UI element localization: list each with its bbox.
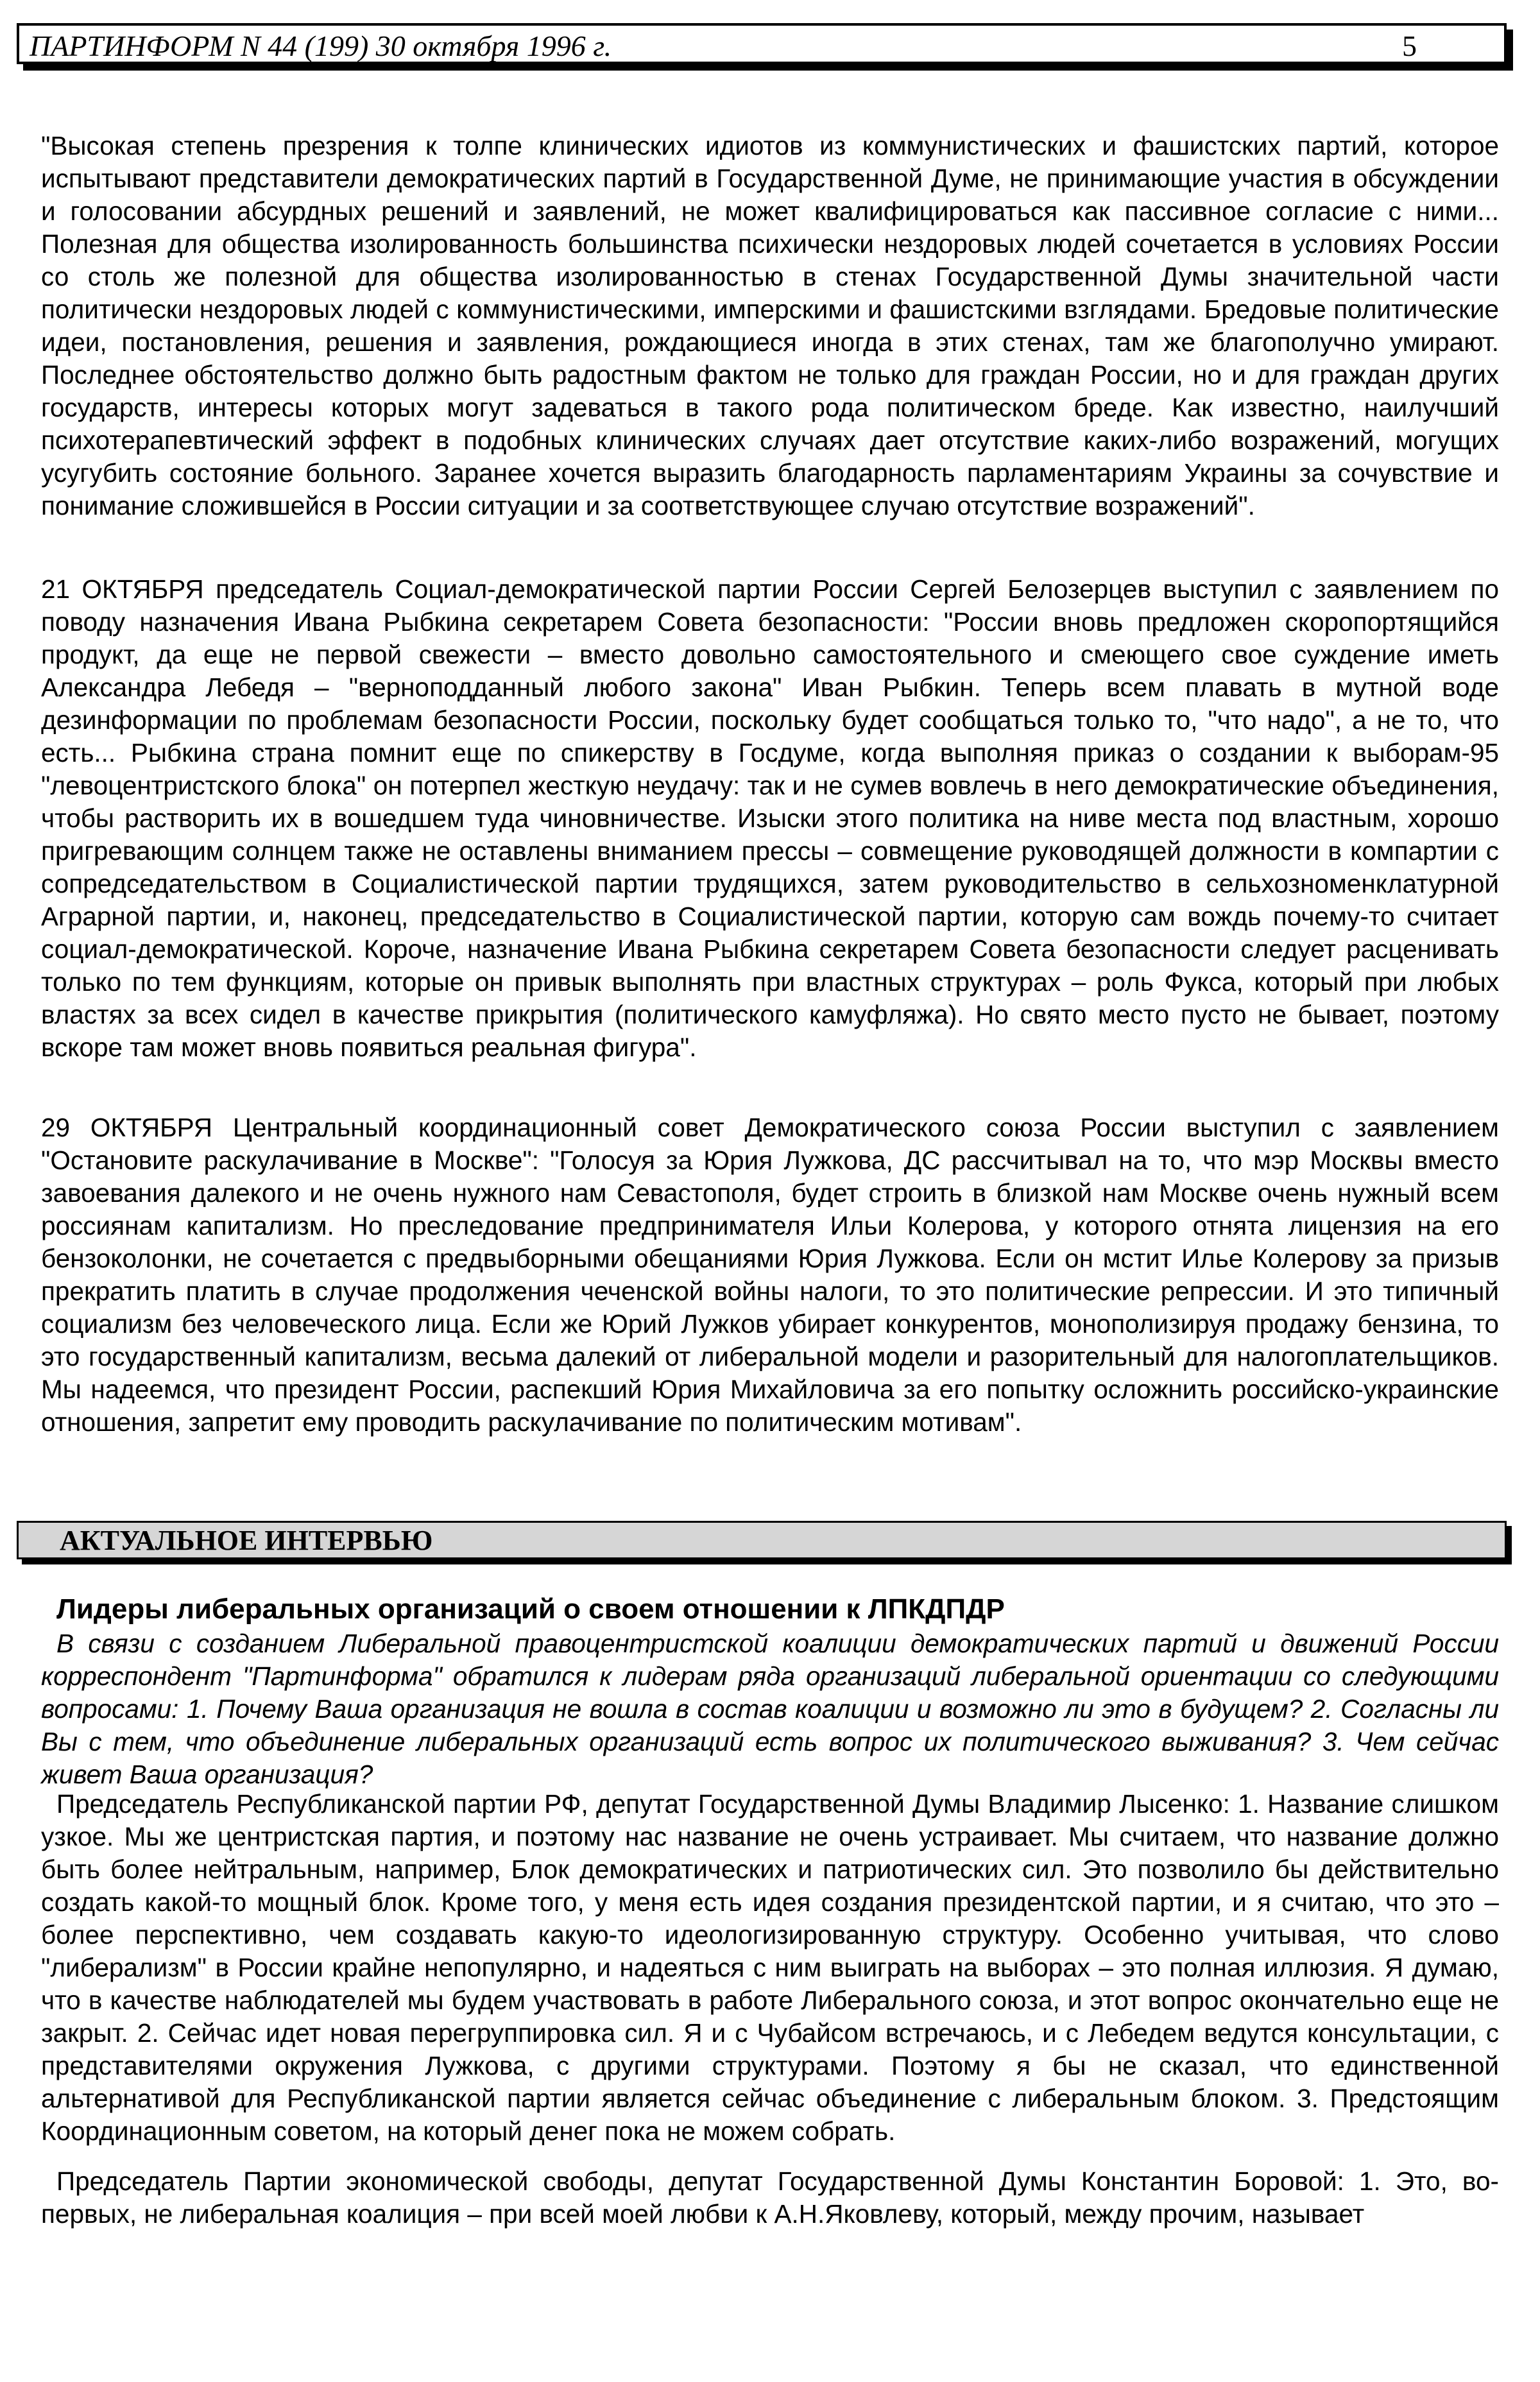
article-lead: В связи с созданием Либеральной правоцентристской коалиции демократических партий и движений России корреспондент "Партинформа" обратился к лидерам ряда организаций либеральной ориентации со следующими вопросами: 1. Почему Ваша организация не вошла в состав коалиции и возможно ли это в будущем? 2. Согласны ли Вы с тем, что объединение либеральных организаций есть вопрос их политического выживания? 3. Чем сейчас живет Ваша организация? xyxy=(41,1629,1499,1789)
paragraph-october-29: 29 ОКТЯБРЯ Центральный координационный совет Демократического союза России выступил с заявлением "Остановите раскулачивание в Москве": "Голосуя за Юрия Лужкова, ДС рассчитывал на то, что мэр Москвы вместо завоевания далекого и не очень нужного нам Севастополя, будет строить в близкой нам Москве очень нужный всем россиянам капитализм. Но преследование предпринимателя Ильи Колерова, у которого отнята лицензия на его бензоколонки, не сочетается с предвыборными обещаниями Юрия Лужкова. Если он мстит Илье Колерову за призыв прекратить платить в случае продолжения чеченской войны налоги, то это политические репрессии. И это типичный социализм без человеческого лица. Если же Юрий Лужков убирает конкурентов, монополизируя продажу бензина, то это государственный капитализм, весьма далекий от либеральной модели и разорительный для налогоплательщиков. Мы надеемся, что президент России, распекший Юрия Михайловича за его попытку осложнить российско-украинские отношения, запретит ему проводить раскулачивание по политическим мотивам". xyxy=(41,1113,1499,1437)
answer-lysenko: Председатель Республиканской партии РФ, депутат Государственной Думы Владимир Лысенко: 1. Название слишком узкое. Мы же центристская партия, и поэтому нас название не очень устраивает. Мы считаем, что название должно быть более нейтральным, например, Блок демократических и патриотических сил. Это позволило бы действительно создать какой-то мощный блок. Кроме того, у меня есть идея создания президентской партии, и я считаю, что это – более перспективно, чем создавать какую-то идеологизированную структуру. Особенно учитывая, что слово "либерализм" в России крайне непопулярно, и надеяться с ним выиграть на выборах – это полная иллюзия. Я думаю, что в качестве наблюдателей мы будем участвовать в работе Либерального союза, и этот вопрос окончательно еще не закрыт. 2. Сейчас идет новая перегруппировка сил. Я и с Чубайсом встречаюсь, и с Лебедем ведутся консультации, с представителями окружения Лужкова, с другими структурами. Поэтому я бы не сказал, что единственной альтернативой для Республиканской партии является сейчас объединение с либеральным блоком. 3. Предстоящим Координационным советом, на который денег пока не можем собрать. xyxy=(41,1789,1499,2146)
section-heading-bar xyxy=(17,1521,1507,1559)
paragraph-october-21: 21 ОКТЯБРЯ председатель Социал-демократической партии России Сергей Белозерцев выступил с заявлением по поводу назначения Ивана Рыбкина секретарем Совета безопасности: "России вновь предложен скоропортящийся продукт, да еще не первой свежести – вместо довольно самостоятельного и смеющего свое суждение иметь Александра Лебедя – "верноподданный любого закона" Иван Рыбкин. Теперь всем плавать в мутной воде дезинформации по проблемам безопасности России, поскольку будет сообщаться только то, "что надо", а не то, что есть... Рыбкина страна помнит еще по спикерству в Госдуме, когда выполняя приказ о создании к выборам-95 "левоцентристского блока" он потерпел жесткую неудачу: так и не сумев вовлечь в него демократические объединения, чтобы растворить их в вошедшем туда чиновничестве. Изыски этого политика на ниве места под властным, хорошо пригревающим солнцем также не оставлены вниманием прессы – совмещение руководящей должности в компартии с сопредседательством в Социалистической партии трудящихся, затем руководительство в сельхозноменклатурной Аграрной партии, и, наконец, председательство в Социалистической партии, которую сам вождь почему-то считает социал-демократической. Короче, назначение Ивана Рыбкина секретарем Совета безопасности следует расценивать только по тем функциям, которые он привык выполнять при властных структурах – роль Фукса, который при любых властях за всех сидел в качестве прикрытия (политического камуфляжа). Но свято место пусто не бывает, поэтому вскоре там может вновь появиться реальная фигура". xyxy=(41,574,1499,1062)
article-title: Лидеры либеральных организаций о своем отношении к ЛПКДПДР xyxy=(56,1593,1005,1625)
page-number: 5 xyxy=(1402,30,1417,62)
publication-title: ПАРТИНФОРМ N 44 (199) 30 октября 1996 г. xyxy=(30,30,612,62)
paragraph-statement-quote: "Высокая степень презрения к толпе клинических идиотов из коммунистических и фашистских партий, которое испытывают представители демократических партий в Государственной Думе, не принимающие участия в обсуждении и голосовании абсурдных решений и заявлений, не может квалифицироваться как пассивное согласие с ними... Полезная для общества изолированность большинства психически нездоровых людей сочетается в условиях России со столь же полезной для общества изолированностью в стенах Государственной Думы значительной части политически нездоровых людей с коммунистическими, имперскими и фашистскими взглядами. Бредовые политические идеи, постановления, решения и заявления, рождающиеся иногда в этих стенах, там же благополучно умирают. Последнее обстоятельство должно быть радостным фактом не только для граждан России, но и для граждан других государств, интересы которых могут задеваться в такого рода политическом бреде. Как известно, наилучший психотерапевтический эффект в подобных клинических случаях дает отсутствие каких-либо возражений, могущих усугубить состояние больного. Заранее хочется выразить благодарность парламентариям Украины за сочувствие и понимание сложившейся в России ситуации и за соответствующее случаю отсутствие возражений". xyxy=(41,131,1499,520)
section-title: АКТУАЛЬНОЕ ИНТЕРВЬЮ xyxy=(60,1525,433,1556)
page-header xyxy=(17,23,1507,64)
answer-borovoy: Председатель Партии экономической свободы, депутат Государственной Думы Константин Боровой: 1. Это, во-первых, не либеральная коалиция – при всей моей любви к А.Н.Яковлеву, который, между прочим, называет xyxy=(41,2166,1499,2229)
